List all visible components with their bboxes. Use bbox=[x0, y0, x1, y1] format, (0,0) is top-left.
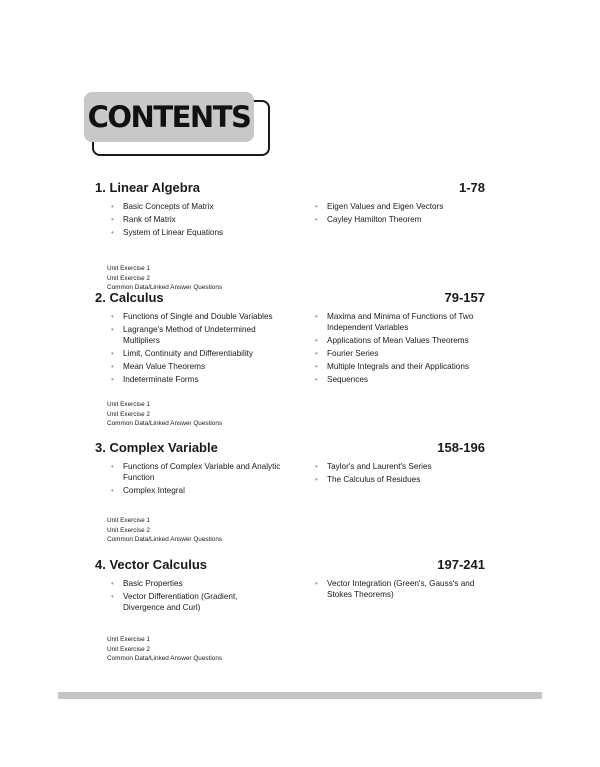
bullet-icon: • bbox=[315, 374, 318, 384]
bullet-icon: • bbox=[111, 312, 114, 321]
topic-item: • Lagrange's Method of Undetermined Multipliers bbox=[111, 325, 256, 345]
contents-heading-box bbox=[84, 92, 266, 152]
section-pages: 158-196 bbox=[437, 440, 485, 455]
topic-item: • Cayley Hamilton Theorem bbox=[315, 215, 422, 224]
topic-item: • Basic Concepts of Matrix bbox=[111, 202, 214, 211]
bullet-icon: • bbox=[111, 462, 114, 471]
topic-item: • Limit, Continuity and Differentiability bbox=[111, 348, 254, 358]
exercise-item: Unit Exercise 2 bbox=[107, 526, 150, 534]
section-title: 3. Complex Variable bbox=[95, 440, 218, 455]
topic-item: • Multiple Integrals and their Applications bbox=[315, 361, 469, 371]
section-vector-calculus bbox=[95, 557, 485, 663]
bullet-icon: • bbox=[111, 579, 114, 588]
section-title: 2. Calculus bbox=[95, 290, 164, 305]
bullet-icon: • bbox=[111, 348, 114, 358]
exercise-list bbox=[107, 635, 222, 664]
topic-column-right bbox=[315, 312, 485, 388]
bullet-icon: • bbox=[315, 312, 318, 321]
topic-item: • Mean Value Theorems bbox=[111, 361, 206, 371]
topic-item: • Functions of Single and Double Variables bbox=[111, 312, 273, 321]
topic-item: • Basic Properties bbox=[111, 579, 183, 588]
exercise-list bbox=[107, 400, 222, 429]
bullet-icon: • bbox=[111, 325, 114, 334]
topic-item: • Applications of Mean Values Theorems bbox=[315, 335, 469, 345]
bullet-icon: • bbox=[111, 374, 114, 384]
topic-column-right bbox=[315, 202, 485, 228]
bullet-icon: • bbox=[111, 485, 114, 495]
section-pages: 79-157 bbox=[444, 290, 485, 305]
topic-column-right bbox=[315, 462, 485, 488]
exercise-item: Unit Exercise 2 bbox=[107, 645, 150, 653]
topic-item: • Indeterminate Forms bbox=[111, 374, 199, 384]
topic-item: • Eigen Values and Eigen Vectors bbox=[315, 202, 444, 211]
topic-item: • Complex Integral bbox=[111, 485, 185, 495]
topic-item: • Vector Differentiation (Gradient, Divergence and Curl) bbox=[111, 592, 238, 612]
exercise-item: Common Data/Linked Answer Questions bbox=[107, 284, 223, 292]
exercise-item: Unit Exercise 2 bbox=[107, 410, 150, 418]
bullet-icon: • bbox=[111, 592, 114, 601]
section-title: 1. Linear Algebra bbox=[95, 180, 200, 195]
bullet-icon: • bbox=[315, 335, 318, 345]
bullet-icon: • bbox=[111, 202, 114, 211]
bullet-icon: • bbox=[315, 215, 318, 224]
topic-item: • Rank of Matrix bbox=[111, 215, 176, 224]
topic-column-left bbox=[111, 579, 281, 616]
section-linear-algebra bbox=[95, 180, 485, 292]
exercise-list bbox=[107, 264, 222, 293]
topic-item: • Functions of Complex Variable and Analytic Function bbox=[111, 462, 281, 482]
exercise-item: Unit Exercise 1 bbox=[107, 636, 150, 643]
bullet-icon: • bbox=[315, 579, 318, 588]
bullet-icon: • bbox=[111, 215, 114, 224]
exercise-item: Common Data/Linked Answer Questions bbox=[107, 655, 223, 663]
exercise-item: Unit Exercise 1 bbox=[107, 265, 150, 272]
section-pages: 197-241 bbox=[437, 557, 485, 572]
topic-column-right bbox=[315, 579, 485, 603]
exercise-item: Common Data/Linked Answer Questions bbox=[107, 536, 223, 544]
footer-divider-bar bbox=[58, 692, 542, 699]
topic-item: • Sequences bbox=[315, 374, 368, 384]
topic-item: • System of Linear Equations bbox=[111, 228, 224, 237]
bullet-icon: • bbox=[111, 228, 114, 237]
bullet-icon: • bbox=[315, 202, 318, 211]
bullet-icon: • bbox=[315, 475, 318, 484]
section-pages: 1-78 bbox=[458, 180, 485, 195]
bullet-icon: • bbox=[315, 462, 318, 471]
topic-column-left bbox=[111, 312, 281, 388]
topic-column-left bbox=[111, 202, 281, 241]
topic-item: • Fourier Series bbox=[315, 348, 379, 358]
topic-item: • Vector Integration (Green's, Gauss's and Stokes Theorems) bbox=[315, 579, 475, 599]
contents-heading: CONTENTS bbox=[87, 100, 251, 134]
exercise-item: Unit Exercise 1 bbox=[107, 401, 150, 408]
section-calculus bbox=[95, 290, 485, 428]
topic-item: • Taylor's and Laurent's Series bbox=[315, 462, 432, 471]
exercise-list bbox=[107, 516, 222, 545]
exercise-item: Unit Exercise 1 bbox=[107, 517, 150, 524]
topic-item: • Maxima and Minima of Functions of Two Independent Variables bbox=[315, 312, 474, 332]
bullet-icon: • bbox=[315, 361, 318, 371]
section-title: 4. Vector Calculus bbox=[95, 557, 207, 572]
exercise-item: Unit Exercise 2 bbox=[107, 274, 150, 282]
bullet-icon: • bbox=[315, 348, 318, 358]
section-complex-variable bbox=[95, 440, 485, 544]
exercise-item: Common Data/Linked Answer Questions bbox=[107, 420, 223, 428]
bullet-icon: • bbox=[111, 361, 114, 371]
topic-column-left bbox=[111, 462, 281, 499]
topic-item: • The Calculus of Residues bbox=[315, 475, 421, 484]
